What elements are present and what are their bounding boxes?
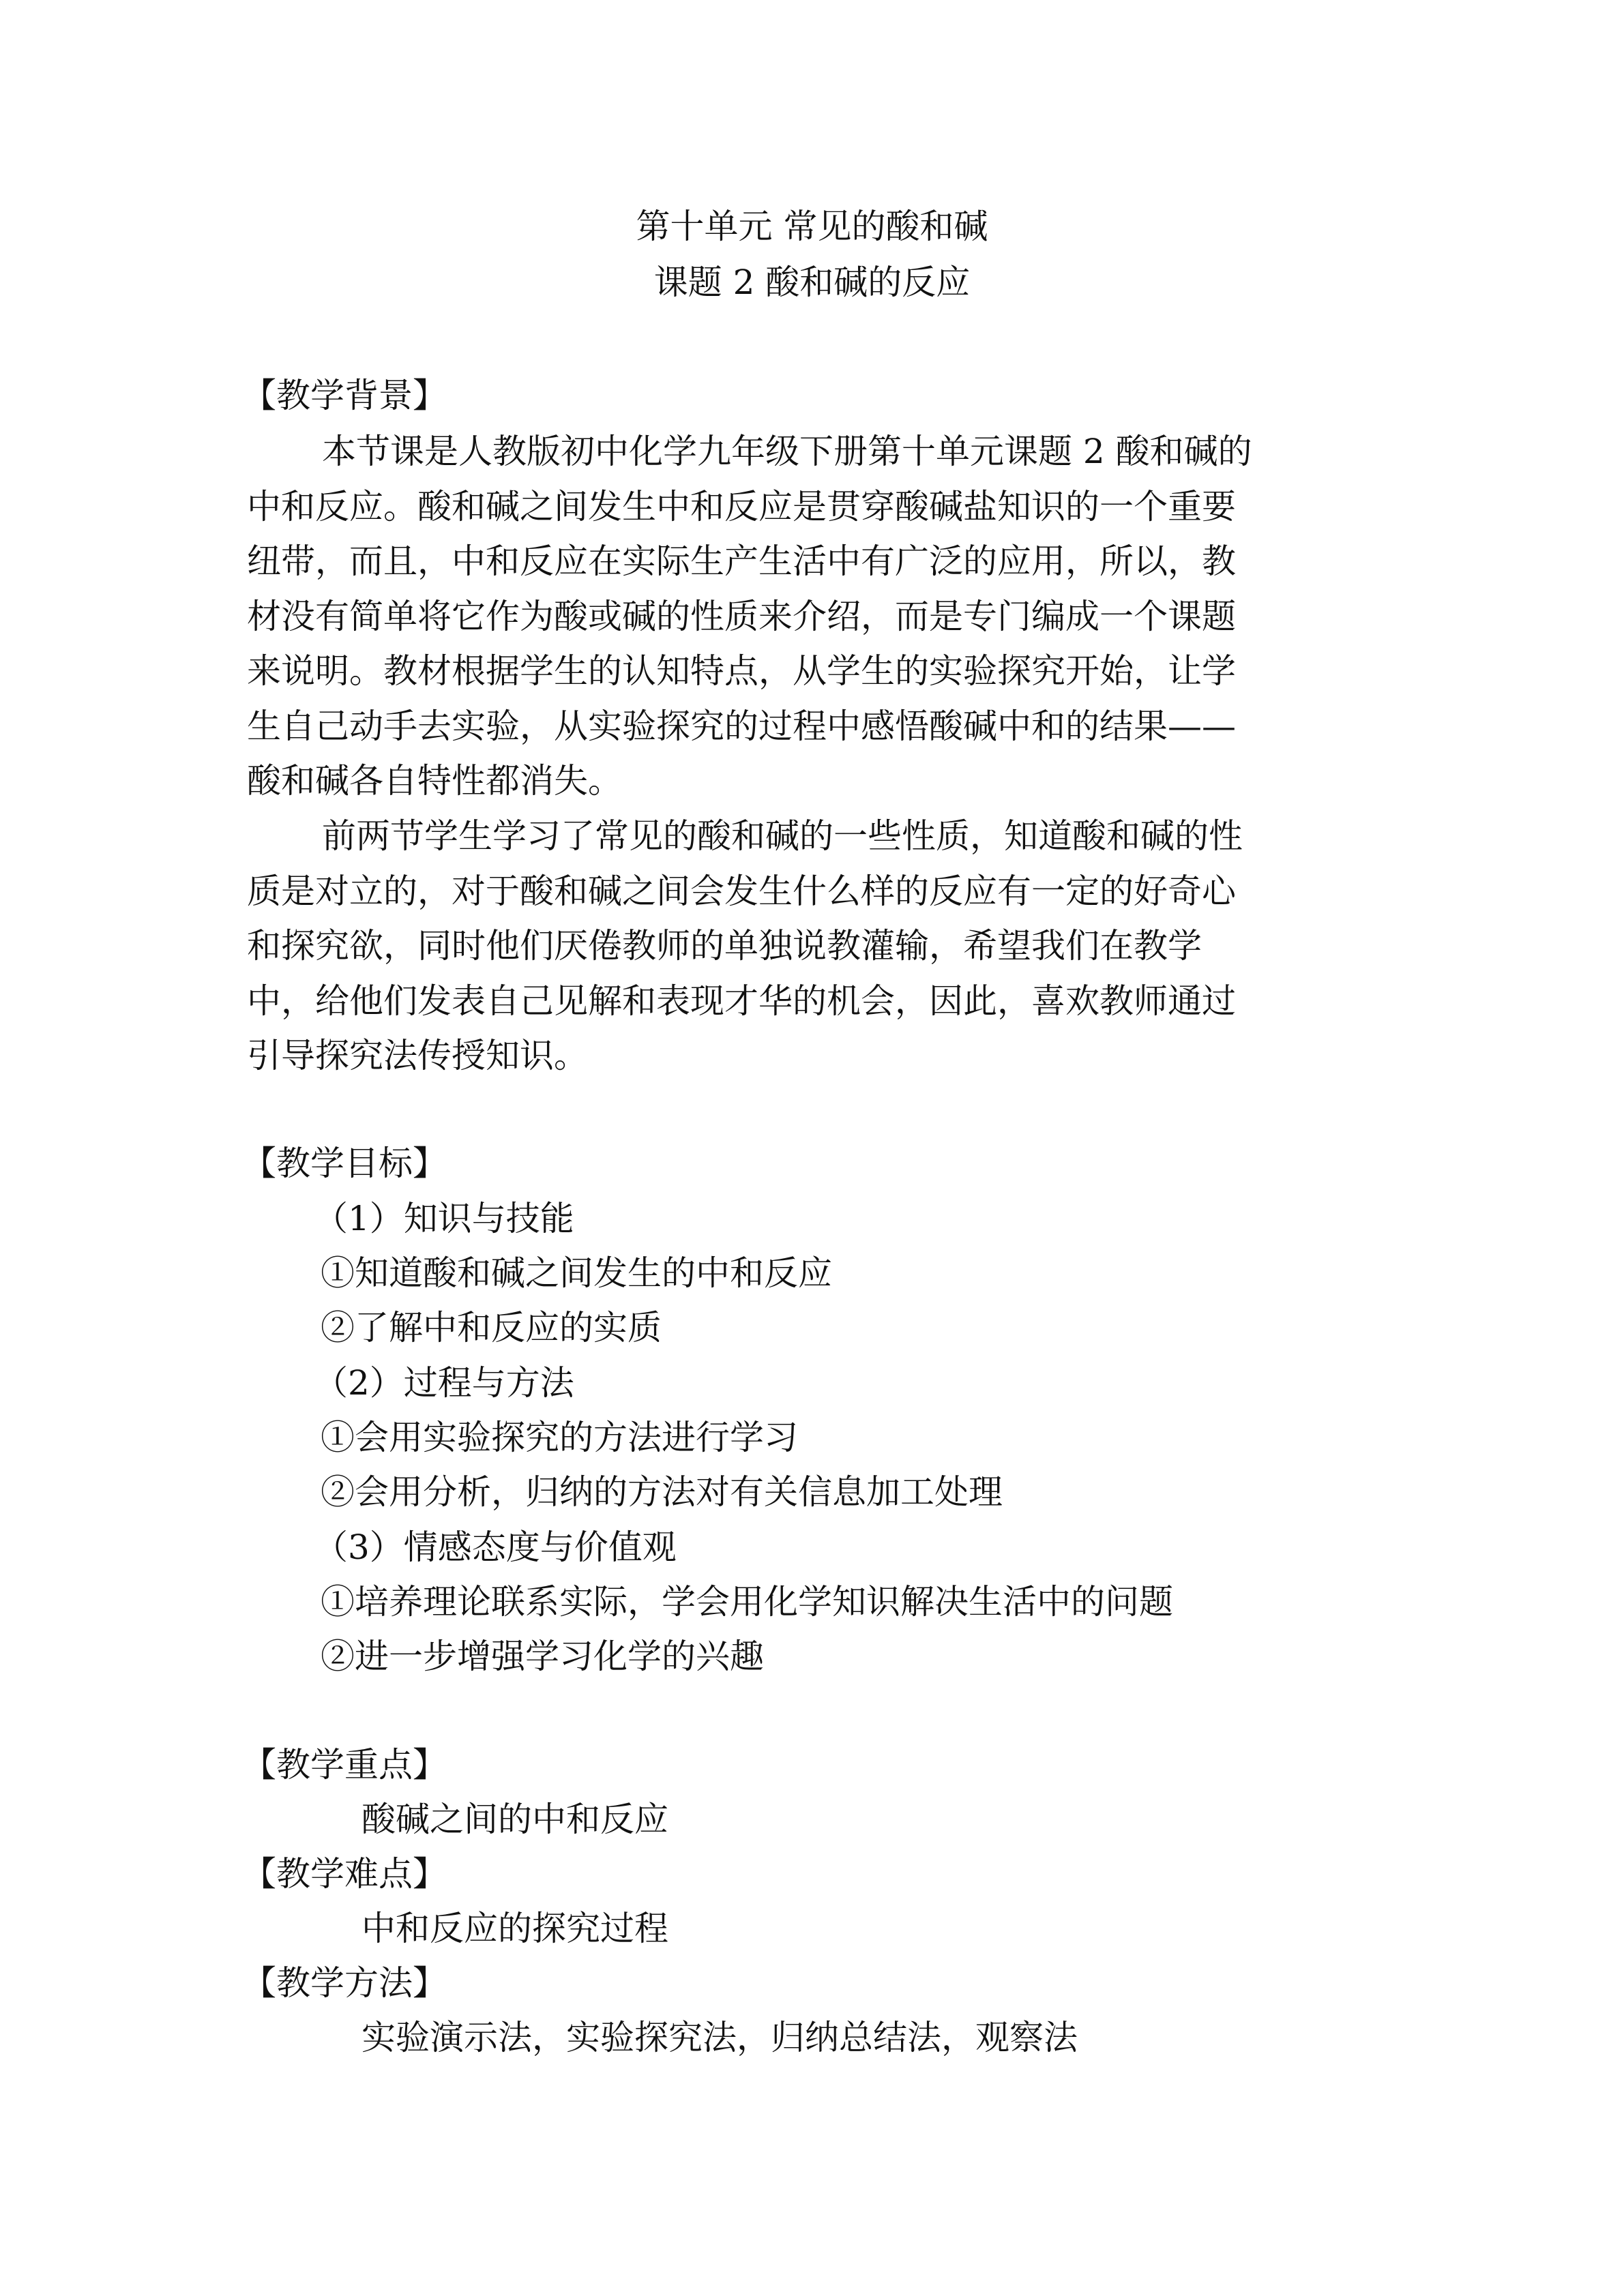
objectives-heading: 【教学目标】 [242, 1144, 447, 1183]
background-paragraph-2 [247, 809, 1359, 1084]
text-line: 酸和碱各自特性都消失。 [247, 761, 622, 801]
objective-group-process: （2）过程与方法 [314, 1363, 574, 1403]
objective-item: ②会用分析，归纳的方法对有关信息加工处理 [321, 1472, 1003, 1512]
text-line: 中，给他们发表自己见解和表现才华的机会，因此，喜欢教师通过 [247, 981, 1236, 1021]
text-line: 和探究欲，同时他们厌倦教师的单独说教灌输，希望我们在教学 [247, 926, 1202, 966]
key-point-heading: 【教学重点】 [242, 1745, 447, 1785]
difficulty-heading: 【教学难点】 [242, 1854, 447, 1894]
text-line: 纽带，而且，中和反应在实际生产生活中有广泛的应用，所以，教 [247, 541, 1236, 581]
objective-group-attitude: （3）情感态度与价值观 [314, 1527, 677, 1567]
key-point-text: 酸碱之间的中和反应 [361, 1800, 668, 1839]
text-line: 来说明。教材根据学生的认知特点，从学生的实验探究开始，让学 [247, 651, 1236, 691]
objective-item: ②了解中和反应的实质 [321, 1308, 662, 1347]
methods-text: 实验演示法，实验探究法，归纳总结法，观察法 [361, 2018, 1078, 2057]
objective-item: ①知道酸和碱之间发生的中和反应 [321, 1253, 832, 1293]
text-line: 生自己动手去实验，从实验探究的过程中感悟酸碱中和的结果—— [247, 706, 1236, 746]
objective-item: ①培养理论联系实际，学会用化学知识解决生活中的问题 [321, 1582, 1173, 1622]
difficulty-text: 中和反应的探究过程 [361, 1909, 668, 1948]
text-line: 引导探究法传授知识。 [247, 1036, 588, 1075]
objective-group-knowledge: （1）知识与技能 [314, 1199, 574, 1238]
objective-item: ①会用实验探究的方法进行学习 [321, 1418, 798, 1457]
methods-heading: 【教学方法】 [242, 1963, 447, 2003]
text-line: 前两节学生学习了常见的酸和碱的一些性质，知道酸和碱的性 [322, 816, 1243, 856]
background-heading: 【教学背景】 [242, 376, 447, 415]
background-paragraph-1 [247, 424, 1359, 809]
text-line: 材没有简单将它作为酸或碱的性质来介绍，而是专门编成一个课题 [247, 596, 1236, 636]
unit-title: 第十单元 常见的酸和碱 [636, 207, 988, 246]
text-line: 本节课是人教版初中化学九年级下册第十单元课题 2 酸和碱的 [322, 432, 1252, 471]
lesson-title: 课题 2 酸和碱的反应 [653, 263, 971, 302]
text-line: 质是对立的，对于酸和碱之间会发生什么样的反应有一定的好奇心 [247, 871, 1236, 911]
text-line: 中和反应。酸和碱之间发生中和反应是贯穿酸碱盐知识的一个重要 [247, 486, 1236, 526]
objective-item: ②进一步增强学习化学的兴趣 [321, 1637, 764, 1676]
